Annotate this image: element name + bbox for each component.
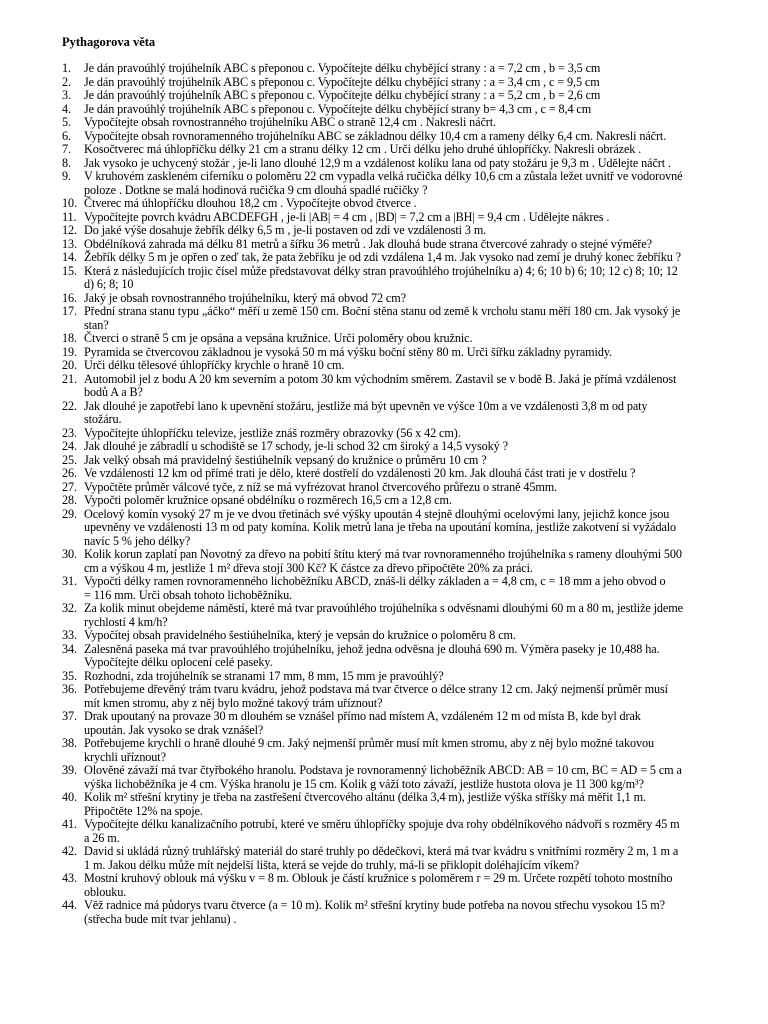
- exercise-text-line: navíc 5 % jeho délky?: [84, 533, 191, 548]
- exercise-number: 19.: [62, 344, 77, 359]
- document-page: [62, 34, 734, 926]
- exercise-text: [84, 494, 734, 508]
- exercise-number: 22.: [62, 398, 77, 413]
- exercise-item: [62, 629, 734, 643]
- exercise-text-line: d) 6; 8; 10: [84, 277, 134, 291]
- exercise-text-line: Která z následujících trojic čísel může představovat délky stran pravoúhlého trojúhelníku a) 4; 6; 10 b) 6; 10; 12 c) 8; 10; 12: [84, 263, 678, 278]
- exercise-number: 36.: [62, 682, 77, 696]
- exercise-text-line: Je dán pravoúhlý trojúhelník ABC s přeponou c. Vypočítejte délku chybějící strany : a = 7,2 cm , b = 3,5 cm: [84, 61, 601, 75]
- exercise-item: [62, 265, 734, 292]
- exercise-text: [84, 872, 734, 899]
- exercise-text-line: Rozhodni, zda trojúhelník se stranami 17 mm, 8 mm, 15 mm je pravoúhlý?: [84, 668, 444, 683]
- exercise-text: [84, 737, 734, 764]
- exercise-text-line: poloze . Dotkne se malá hodinová ručička 9 cm dlouhá spadlé ručičky ?: [84, 182, 428, 197]
- exercise-item: [62, 332, 734, 346]
- exercise-item: [62, 764, 734, 791]
- exercise-text: [84, 238, 734, 252]
- exercise-text-line: krychli uříznout?: [84, 749, 166, 764]
- exercise-text: [84, 130, 734, 144]
- exercise-item: [62, 211, 734, 225]
- exercise-number: 31.: [62, 574, 77, 588]
- exercise-number: 13.: [62, 236, 77, 251]
- exercise-item: [62, 292, 734, 306]
- exercise-text-line: Kolik korun zaplatí pan Novotný za dřevo na pobití štítu který má tvar rovnoramenného trojúhelníka s rameny dlouhými 500: [84, 547, 682, 561]
- exercise-number: 14.: [62, 250, 77, 264]
- exercise-text: [84, 548, 734, 575]
- exercise-item: [62, 683, 734, 710]
- exercise-text-line: stožáru.: [84, 412, 122, 426]
- exercise-text-line: Obdélníková zahrada má délku 81 metrů a šířku 36 metrů . Jak dlouhá bude strana čtvercové zahrady o stejné výměře?: [84, 236, 652, 251]
- exercise-number: 6.: [62, 128, 71, 143]
- exercise-number: 17.: [62, 304, 77, 318]
- exercise-text: [84, 89, 734, 103]
- exercise-text: [84, 116, 734, 130]
- exercise-text: [84, 845, 734, 872]
- exercise-text-line: Žebřík délky 5 m je opřen o zeď tak, že pata žebříku je od zdi vzdálena 1,4 m. Jak vysoko nad zemí je druhý konec žebříku ?: [84, 250, 681, 264]
- exercise-text-line: Čtverec má úhlopříčku dlouhou 18,2 cm . Vypočítejte obvod čtverce .: [84, 196, 417, 210]
- exercise-text: [84, 373, 734, 400]
- exercise-text-line: upoután. Jak vysoko se drak vznášel?: [84, 722, 264, 737]
- exercise-text-line: a 26 m.: [84, 830, 120, 845]
- exercise-item: [62, 481, 734, 495]
- exercise-text: [84, 76, 734, 90]
- exercise-text: [84, 643, 734, 670]
- exercise-text: [84, 481, 734, 495]
- exercise-text-line: David si ukládá různý truhlářský materiál do staré truhly po dědečkovi, která má tvar kvádru s vnitřními rozměry 2 m, 1 m a: [84, 844, 679, 858]
- exercise-text: [84, 211, 734, 225]
- exercise-item: [62, 400, 734, 427]
- exercise-item: [62, 224, 734, 238]
- exercise-number: 24.: [62, 439, 77, 453]
- exercise-item: [62, 197, 734, 211]
- exercise-item: [62, 359, 734, 373]
- exercise-item: [62, 251, 734, 265]
- exercise-text-line: Za kolik minut obejdeme náměstí, které má tvar pravoúhlého trojúhelníka s odvěsnami dlouhými 60 m a 80 m, jestliže jdeme: [84, 601, 683, 615]
- exercise-text-line: rychlostí 4 km/h?: [84, 614, 168, 629]
- exercise-text: [84, 62, 734, 76]
- exercise-text-line: Jak velký obsah má pravidelný šestiúhelník vepsaný do kružnice o průměru 10 cm ?: [84, 452, 487, 467]
- exercise-number: 9.: [62, 169, 71, 183]
- exercise-text-line: oblouku.: [84, 884, 127, 899]
- exercise-number: 21.: [62, 371, 77, 386]
- exercise-text: [84, 197, 734, 211]
- exercise-item: [62, 116, 734, 130]
- exercise-number: 8.: [62, 155, 71, 170]
- exercise-text-line: Vypočítejte obsah rovnoramenného trojúhelníku ABC se základnou délky 10,4 cm a rameny délky 6,4 cm. Nakresli náčrt.: [84, 128, 667, 143]
- exercise-text: [84, 265, 734, 292]
- exercise-text-line: Vypočti délky ramen rovnoramenného lichoběžníku ABCD, znáš-li délky základen a = 4,8 cm, c = 18 mm a jeho obvod o: [84, 574, 666, 588]
- exercise-item: [62, 602, 734, 629]
- exercise-number: 38.: [62, 736, 77, 750]
- exercise-item: [62, 76, 734, 90]
- exercise-number: 15.: [62, 263, 77, 278]
- exercise-text-line: V kruhovém zaskleném ciferníku o poloměru 22 cm vypadla velká ručička délky 10,6 cm a zůstala ležet uvnitř ve vodorovné: [84, 169, 683, 183]
- exercise-text-line: Jaký je obsah rovnostranného trojúhelníku, který má obvod 72 cm?: [84, 290, 406, 305]
- exercise-number: 41.: [62, 817, 77, 831]
- exercise-text-line: Ve vzdálenosti 12 km od přímé trati je dělo, které dostřelí do vzdálenosti 20 km. Jak dlouhá část trati je v dostřelu ?: [84, 466, 636, 480]
- exercise-text-line: Vypočtěte průměr válcové tyče, z níž se má vyfrézovat hranol čtvercového průřezu o straně 45mm.: [84, 479, 558, 494]
- exercise-text-line: = 116 mm. Urči obsah tohoto lichoběžníku.: [84, 587, 293, 602]
- exercise-text-line: Potřebujeme krychli o hraně dlouhé 9 cm. Jaký nejmenší průměr musí mít kmen stromu, aby z něj bylo možné takovou: [84, 736, 654, 750]
- exercise-text-line: Vypočítejte délku oplocení celé paseky.: [84, 655, 273, 669]
- exercise-item: [62, 494, 734, 508]
- exercise-item: [62, 62, 734, 76]
- exercise-text-line: Do jaké výše dosahuje žebřík délky 6,5 m , je-li postaven od zdi ve vzdálenosti 3 m.: [84, 223, 487, 237]
- exercise-number: 37.: [62, 709, 77, 723]
- exercise-text-line: Vypočítej obsah pravidelného šestiúhelníka, který je vepsán do kružnice o poloměru 8 cm.: [84, 628, 516, 642]
- exercise-number: 33.: [62, 628, 77, 642]
- exercise-number: 42.: [62, 844, 77, 858]
- exercise-item: [62, 427, 734, 441]
- exercise-number: 2.: [62, 74, 71, 89]
- exercise-text: [84, 170, 734, 197]
- exercise-text-line: Jak dlouhé je zapotřebí lano k upevnění stožáru, jestliže má být upevněn ve výšce 10m a ve vzdálenosti 3,8 m od paty: [84, 398, 648, 413]
- exercise-item: [62, 575, 734, 602]
- exercise-text: [84, 400, 734, 427]
- exercise-number: 40.: [62, 790, 77, 804]
- exercise-item: [62, 791, 734, 818]
- exercise-text-line: Potřebujeme dřevěný trám tvaru kvádru, jehož podstava má tvar čtverce o délce strany 12 cm. Jaký nejmenší průměr musí: [84, 682, 668, 696]
- exercise-item: [62, 130, 734, 144]
- exercise-text-line: Automobil jel z bodu A 20 km severním a potom 30 km východním směrem. Zastavil se v bodě B. Jaká je přímá vzdálenost: [84, 371, 677, 386]
- exercise-text-line: Vypočítejte povrch kvádru ABCDEFGH , je-li |AB| = 4 cm , |BD| = 7,2 cm a |BH| = 9,4 cm . Udělejte nákres .: [84, 209, 610, 224]
- exercise-text-line: Je dán pravoúhlý trojúhelník ABC s přeponou c. Vypočítejte délku chybějící strany : a = 3,4 cm , c = 9,5 cm: [84, 74, 600, 89]
- exercise-text-line: Věž radnice má půdorys tvaru čtverce (a = 10 m). Kolik m² střešní krytiny bude potřeba na novou střechu vysokou 15 m?: [84, 898, 665, 912]
- exercise-item: [62, 373, 734, 400]
- exercise-number: 16.: [62, 290, 77, 305]
- exercise-text: [84, 251, 734, 265]
- exercise-item: [62, 238, 734, 252]
- exercise-text-line: Pyramida se čtvercovou základnou je vysoká 50 m má výšku boční stěny 80 m. Urči šířku základny pyramidy.: [84, 344, 612, 359]
- exercise-text-line: cm a výškou 4 m, jestliže 1 m² dřeva stojí 300 Kč? K částce za dřevo připočtěte 20% za práci.: [84, 560, 533, 575]
- exercise-item: [62, 899, 734, 926]
- exercise-text: [84, 427, 734, 441]
- exercise-number: 32.: [62, 601, 77, 615]
- exercise-item: [62, 818, 734, 845]
- page-title: Pythagorova věta: [62, 35, 156, 49]
- exercise-text-line: Čtverci o straně 5 cm je opsána a vepsána kružnice. Urči poloměry obou kružnic.: [84, 331, 473, 345]
- exercise-number: 20.: [62, 358, 77, 372]
- exercise-text: [84, 103, 734, 117]
- exercise-item: [62, 157, 734, 171]
- exercise-text-line: Je dán pravoúhlý trojúhelník ABC s přeponou c. Vypočítejte délku chybějící strany b= 4,3 cm , c = 8,4 cm: [84, 101, 592, 116]
- exercise-text: [84, 602, 734, 629]
- exercise-number: 5.: [62, 115, 71, 129]
- exercise-item: [62, 845, 734, 872]
- exercise-number: 29.: [62, 506, 77, 521]
- exercise-text: [84, 818, 734, 845]
- exercise-text-line: Urči délku tělesové úhlopříčky krychle o hraně 10 cm.: [84, 358, 345, 372]
- exercise-number: 25.: [62, 452, 77, 467]
- exercise-text-line: Mostní kruhový oblouk má výšku v = 8 m. Oblouk je částí kružnice s poloměrem r = 29 m. Určete rozpětí tohoto mostního: [84, 871, 673, 885]
- exercise-number: 10.: [62, 196, 77, 210]
- exercise-text: [84, 359, 734, 373]
- exercise-number: 12.: [62, 223, 77, 237]
- exercise-item: [62, 89, 734, 103]
- exercise-item: [62, 454, 734, 468]
- exercise-number: 23.: [62, 425, 77, 440]
- exercise-text-line: mít kmen stromu, aby z něj bylo možné takový trám uříznout?: [84, 695, 383, 710]
- exercise-item: [62, 508, 734, 549]
- exercise-text: [84, 440, 734, 454]
- exercise-number: 3.: [62, 88, 71, 102]
- exercise-number: 7.: [62, 142, 71, 156]
- exercise-number: 43.: [62, 871, 77, 885]
- exercise-list: [62, 62, 734, 926]
- exercise-number: 30.: [62, 547, 77, 561]
- exercise-text-line: Drak upoutaný na provaze 30 m dlouhém se vznášel přímo nad místem A, vzdáleném 12 m od místa B, kde byl drak: [84, 709, 641, 723]
- exercise-text: [84, 670, 734, 684]
- exercise-item: [62, 670, 734, 684]
- exercise-number: 18.: [62, 331, 77, 345]
- exercise-text-line: Kosočtverec má úhlopříčku délky 21 cm a stranu délky 12 cm . Urči délku jeho druhé úhlopříčky. Nakresli obrázek .: [84, 142, 642, 156]
- exercise-text-line: 1 m. Jakou délku může mít nejdelší lišta, která se vejde do truhly, má-li se přiklopit doléhajícím víkem?: [84, 857, 580, 872]
- exercise-item: [62, 305, 734, 332]
- exercise-text-line: Vypočítejte délku kanalizačního potrubí, které ve směru úhlopříčky spojuje dva rohy obdélníkového nádvoří s rozměry 45 m: [84, 817, 680, 831]
- exercise-text: [84, 292, 734, 306]
- exercise-text-line: Kolik m² střešní krytiny je třeba na zastřešení čtvercového altánu (délka 3,4 m), jestliže výška stříšky má měřit 1,1 m.: [84, 790, 646, 804]
- exercise-number: 27.: [62, 479, 77, 494]
- exercise-text: [84, 157, 734, 171]
- exercise-text-line: výška lichoběžníka je 4 cm. Výška hranolu je 15 cm. Kolik g váží toto závaží, jestliže hustota olova je 11 300 kg/m³?: [84, 776, 644, 791]
- exercise-text-line: Je dán pravoúhlý trojúhelník ABC s přeponou c. Vypočítejte délku chybějící strany : a = 5,2 cm , b = 2,6 cm: [84, 88, 601, 102]
- exercise-text-line: Jak vysoko je uchycený stožár , je-li lano dlouhé 12,9 m a vzdálenost kolíku lana od paty stožáru je 9,3 m . Udělejte náčrt .: [84, 155, 671, 170]
- exercise-text-line: Připočtěte 12% na spoje.: [84, 803, 203, 818]
- exercise-text: [84, 305, 734, 332]
- exercise-item: [62, 346, 734, 360]
- exercise-text: [84, 791, 734, 818]
- exercise-item: [62, 643, 734, 670]
- exercise-text-line: Přední strana stanu typu „áčko“ měří u země 150 cm. Boční stěna stanu od země k vrcholu stanu měří 180 cm. Jak vysoký je: [84, 304, 681, 318]
- exercise-item: [62, 872, 734, 899]
- exercise-text: [84, 575, 734, 602]
- exercise-item: [62, 710, 734, 737]
- exercise-item: [62, 103, 734, 117]
- exercise-text-line: Ocelový komín vysoký 27 m je ve dvou třetinách své výšky upoután 4 stejně dlouhými ocelovými lany, jejichž konce jsou: [84, 506, 670, 521]
- exercise-item: [62, 440, 734, 454]
- exercise-item: [62, 143, 734, 157]
- exercise-number: 39.: [62, 763, 77, 777]
- exercise-text: [84, 346, 734, 360]
- exercise-item: [62, 170, 734, 197]
- exercise-number: 26.: [62, 466, 77, 480]
- exercise-text-line: (střecha bude mít tvar jehlanu) .: [84, 911, 237, 926]
- exercise-text-line: Vypočítejte obsah rovnostranného trojúhelníku ABC o straně 12,4 cm . Nakresli náčrt.: [84, 115, 496, 129]
- exercise-text: [84, 467, 734, 481]
- exercise-text-line: Olověné závaží má tvar čtyřbokého hranolu. Podstava je rovnoramenný lichoběžník ABCD: AB = 10 cm, BC = AD = 5 cm a: [84, 763, 682, 777]
- exercise-text-line: Jak dlouhé je zábradlí u schodiště se 17 schody, je-li schod 32 cm široký a 14,5 vysoký ?: [84, 439, 508, 453]
- exercise-text: [84, 332, 734, 346]
- exercise-number: 28.: [62, 493, 77, 507]
- exercise-text: [84, 710, 734, 737]
- exercise-number: 34.: [62, 641, 77, 656]
- exercise-text-line: stan?: [84, 317, 109, 332]
- exercise-number: 4.: [62, 101, 71, 116]
- exercise-number: 35.: [62, 668, 77, 683]
- exercise-item: [62, 548, 734, 575]
- exercise-text-line: Vypočítejte úhlopříčku televize, jestliže znáš rozměry obrazovky (56 x 42 cm).: [84, 425, 461, 440]
- exercise-text: [84, 629, 734, 643]
- exercise-number: 44.: [62, 898, 77, 912]
- exercise-text: [84, 224, 734, 238]
- exercise-item: [62, 737, 734, 764]
- exercise-text: [84, 899, 734, 926]
- exercise-number: 11.: [62, 209, 77, 224]
- exercise-item: [62, 467, 734, 481]
- exercise-text-line: Vypočti poloměr kružnice opsané obdélníku o rozměrech 16,5 cm a 12,8 cm.: [84, 493, 452, 507]
- exercise-text: [84, 143, 734, 157]
- exercise-text: [84, 454, 734, 468]
- exercise-text: [84, 508, 734, 549]
- exercise-text-line: upevněny ve vzdálenosti 13 m od paty komína. Kolik metrů lana je třeba na upoutání komína, jestliže zakotvení si vyžádalo: [84, 520, 677, 534]
- exercise-text: [84, 683, 734, 710]
- exercise-text-line: bodů A a B?: [84, 385, 143, 399]
- exercise-text-line: Zalesněná paseka má tvar pravoúhlého trojúhelníku, jehož jedna odvěsna je dlouhá 690 m. Výměra paseky je 10,488 ha.: [84, 641, 660, 656]
- exercise-number: 1.: [62, 61, 71, 75]
- exercise-text: [84, 764, 734, 791]
